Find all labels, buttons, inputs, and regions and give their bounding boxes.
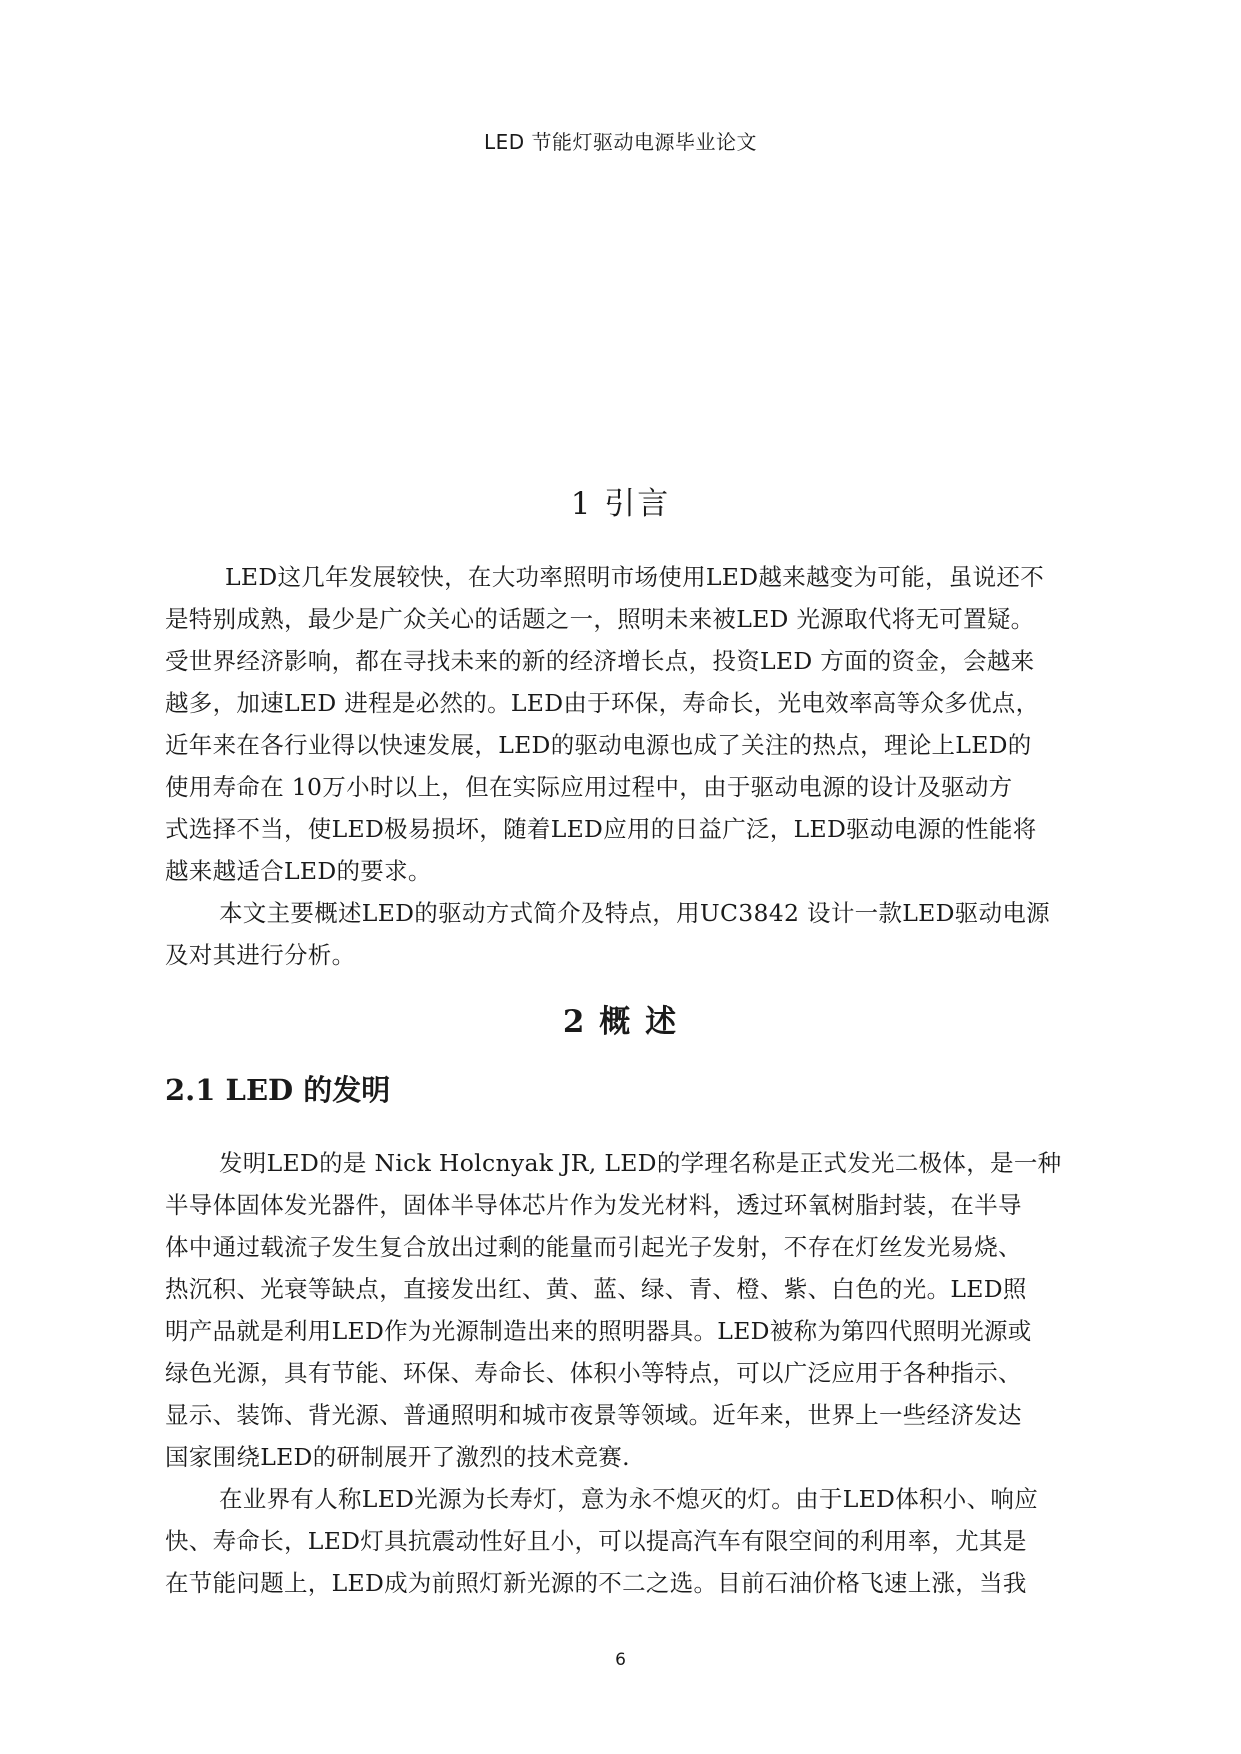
text-line: 在节能问题上，LED成为前照灯新光源的不二之选。目前石油价格飞速上涨，当我: [165, 1569, 1027, 1597]
section-2-1-paragraph-1: [165, 1142, 1125, 1478]
text-line: 显示、装饰、背光源、普通照明和城市夜景等领域。近年来，世界上一些经济发达: [165, 1401, 1022, 1429]
page-number: 6: [615, 1650, 626, 1670]
text-line: 半导体固体发光器件，固体半导体芯片作为发光材料，透过环氧树脂封装，在半导: [165, 1191, 1022, 1219]
text-line: 本文主要概述LED的驱动方式简介及特点，用UC3842 设计一款LED驱动电源: [219, 899, 1050, 927]
chapter-1-title: 1 引言: [570, 486, 671, 522]
section-2-1-title: 2.1 LED 的发明: [165, 1073, 391, 1107]
text-line: 明产品就是利用LED作为光源制造出来的照明器具。LED被称为第四代照明光源或: [165, 1317, 1032, 1345]
text-line: 受世界经济影响，都在寻找未来的新的经济增长点，投资LED 方面的资金，会越来: [165, 647, 1035, 675]
text-line: 及对其进行分析。: [165, 941, 356, 969]
running-header: LED 节能灯驱动电源毕业论文: [483, 130, 758, 154]
text-line: 近年来在各行业得以快速发展，LED的驱动电源也成了关注的热点，理论上LED的: [165, 731, 1032, 759]
text-line: 快、寿命长，LED灯具抗震动性好且小，可以提高汽车有限空间的利用率，尤其是: [165, 1527, 1027, 1555]
text-line: 国家围绕LED的研制展开了激烈的技术竞赛.: [165, 1443, 630, 1471]
chapter-2-title: 2 概 述: [562, 1004, 679, 1040]
text-line: LED这几年发展较快，在大功率照明市场使用LED越来越变为可能，虽说还不: [225, 563, 1045, 591]
text-line: 在业界有人称LED光源为长寿灯，意为永不熄灭的灯。由于LED体积小、响应: [219, 1485, 1039, 1513]
text-line: 越多，加速LED 进程是必然的。LED由于环保，寿命长，光电效率高等众多优点，: [165, 689, 1040, 717]
text-line: 式选择不当，使LED极易损坏，随着LED应用的日益广泛，LED驱动电源的性能将: [165, 815, 1037, 843]
text-line: 绿色光源，具有节能、环保、寿命长、体积小等特点，可以广泛应用于各种指示、: [165, 1359, 1022, 1387]
text-line: 使用寿命在 10万小时以上，但在实际应用过程中，由于驱动电源的设计及驱动方: [165, 773, 1013, 801]
section-2-1-paragraph-2: [165, 1478, 1125, 1604]
text-line: 是特别成熟，最少是广众关心的话题之一，照明未来被LED 光源取代将无可置疑。: [165, 605, 1035, 633]
text-line: 体中通过载流子发生复合放出过剩的能量而引起光子发射，不存在灯丝发光易烧、: [165, 1233, 1022, 1261]
chapter-1-paragraph-2: [165, 892, 1125, 976]
chapter-1-paragraph-1: [165, 556, 1125, 892]
text-line: 热沉积、光衰等缺点，直接发出红、黄、蓝、绿、青、橙、紫、白色的光。LED照: [165, 1275, 1027, 1303]
text-line: 发明LED的是 Nick Holcnyak JR, LED的学理名称是正式发光二极体，是一种: [219, 1149, 1062, 1177]
text-line: 越来越适合LED的要求。: [165, 857, 432, 885]
